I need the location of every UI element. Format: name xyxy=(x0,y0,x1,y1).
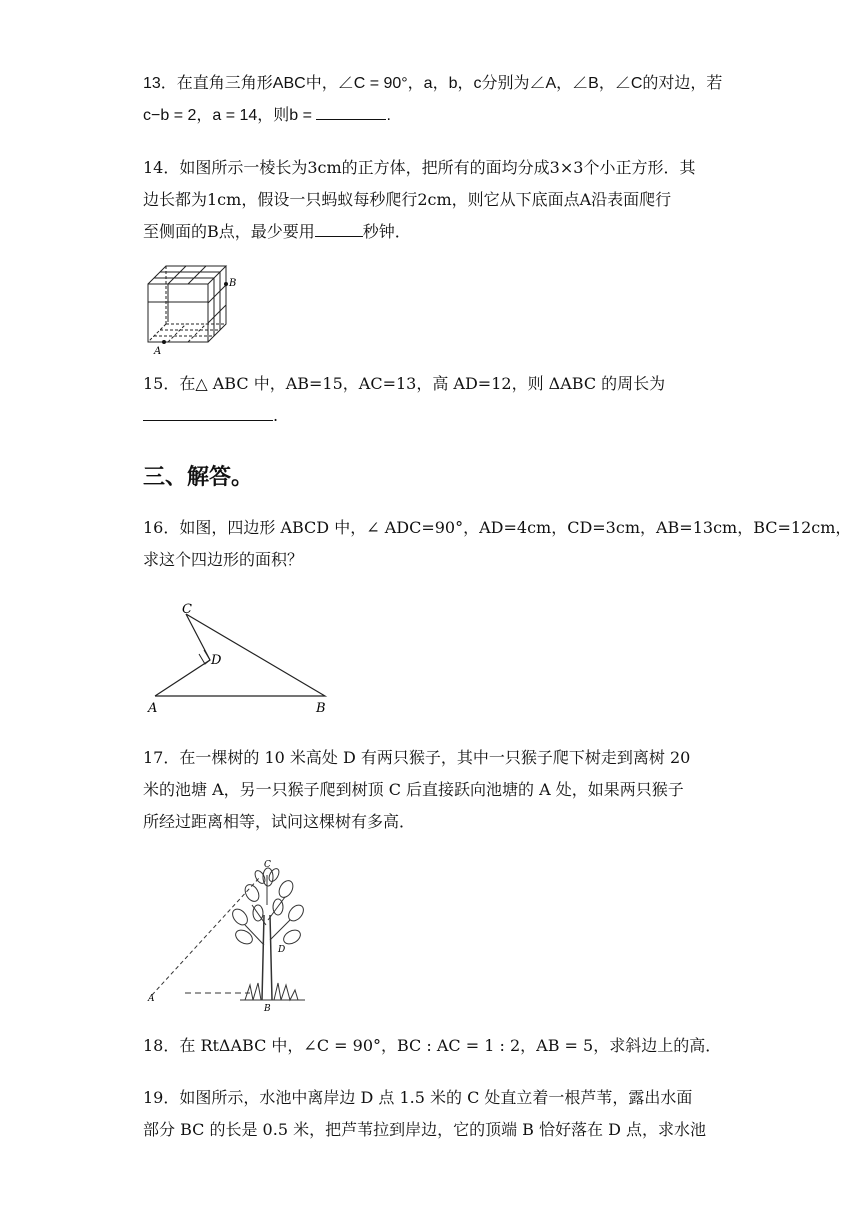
question-15 xyxy=(143,368,723,432)
q17-line1: 17．在一棵树的 10 米高处 D 有两只猴子，其中一只猴子爬下树走到离树 20 xyxy=(143,748,691,767)
q15-answer-blank[interactable] xyxy=(143,402,273,421)
q14-line3-pre: 至侧面的B点，最少要用 xyxy=(143,222,315,241)
quad-label-c: C xyxy=(182,602,192,617)
quad-label-b: B xyxy=(316,701,326,716)
q17-line3: 所经过距离相等，试问这棵树有多高． xyxy=(143,812,416,831)
question-18 xyxy=(143,1030,723,1062)
jump-path xyxy=(152,877,260,995)
point-b-marker xyxy=(224,282,228,286)
q13-line2 xyxy=(143,100,723,132)
tree-label-d: D xyxy=(278,945,286,955)
cube-label-b: B xyxy=(229,278,237,289)
q19-line2: 部分 BC 的长是 0.5 米，把芦苇拉到岸边，它的顶端 B 恰好落在 D 点，求水池 xyxy=(143,1120,707,1139)
q19-line1: 19．如图所示，水池中离岸边 D 点 1.5 米的 C 处直立着一根芦苇，露出水面 xyxy=(143,1088,693,1107)
cube-label-a: A xyxy=(154,346,162,357)
quad-label-a: A xyxy=(148,701,158,716)
q15-line2-post: . xyxy=(273,406,279,425)
q17-line2: 米的池塘 A，另一只猴子爬到树顶 C 后直接跃向池塘的 A 处，如果两只猴子 xyxy=(143,780,684,799)
tree-figure xyxy=(140,855,320,1015)
q16-line2: 求这个四边形的面积？ xyxy=(143,550,304,569)
q14-line3 xyxy=(143,216,723,248)
point-a-marker xyxy=(162,340,166,344)
q14-answer-blank[interactable] xyxy=(315,218,363,237)
tree-label-b: B xyxy=(264,1004,271,1014)
quad-side-adc xyxy=(155,614,210,696)
q13-line2-post: . xyxy=(386,107,391,124)
question-17 xyxy=(143,742,723,838)
question-13 xyxy=(143,68,723,132)
question-16 xyxy=(143,512,852,576)
question-14 xyxy=(143,152,723,248)
quad-side-cba xyxy=(155,614,325,696)
q15-line2 xyxy=(143,400,723,432)
cube-right-face xyxy=(208,266,226,342)
section-3-heading: 三、解答。 xyxy=(143,465,254,490)
quadrilateral-figure xyxy=(140,600,340,718)
q18-line1: 18．在 RtΔABC 中，∠C = 90°，BC : AC = 1 : 2，AB = 5，求斜边上的高． xyxy=(143,1036,722,1055)
tree-label-c: C xyxy=(264,860,271,870)
q13-answer-blank[interactable] xyxy=(316,101,386,120)
tree-label-a: A xyxy=(148,994,155,1004)
q13-line1: 13．在直角三角形ABC中，∠C = 90°，a，b，c分别为∠A，∠B，∠C的对边，若 xyxy=(143,75,723,92)
q16-line1: 16．如图，四边形 ABCD 中，∠ ADC=90°，AD=4cm，CD=3cm，AB=13cm，BC=12cm， xyxy=(143,518,852,537)
quad-label-d: D xyxy=(211,653,222,668)
cube-figure xyxy=(140,262,250,358)
tree-trunk xyxy=(262,915,272,1000)
q14-line3-post: 秒钟． xyxy=(362,222,411,241)
question-19 xyxy=(143,1082,723,1146)
q13-line2-pre: c−b = 2，a = 14，则b = xyxy=(143,107,312,124)
q15-line1: 15．在△ ABC 中，AB=15，AC=13，高 AD=12，则 ΔABC 的周长为 xyxy=(143,374,666,393)
q14-line2: 边长都为1cm，假设一只蚂蚁每秒爬行2cm，则它从下底面点A沿表面爬行 xyxy=(143,190,672,209)
q14-line1: 14．如图所示一棱长为3cm的正方体，把所有的面均分成3×3个小正方形．其 xyxy=(143,158,696,177)
